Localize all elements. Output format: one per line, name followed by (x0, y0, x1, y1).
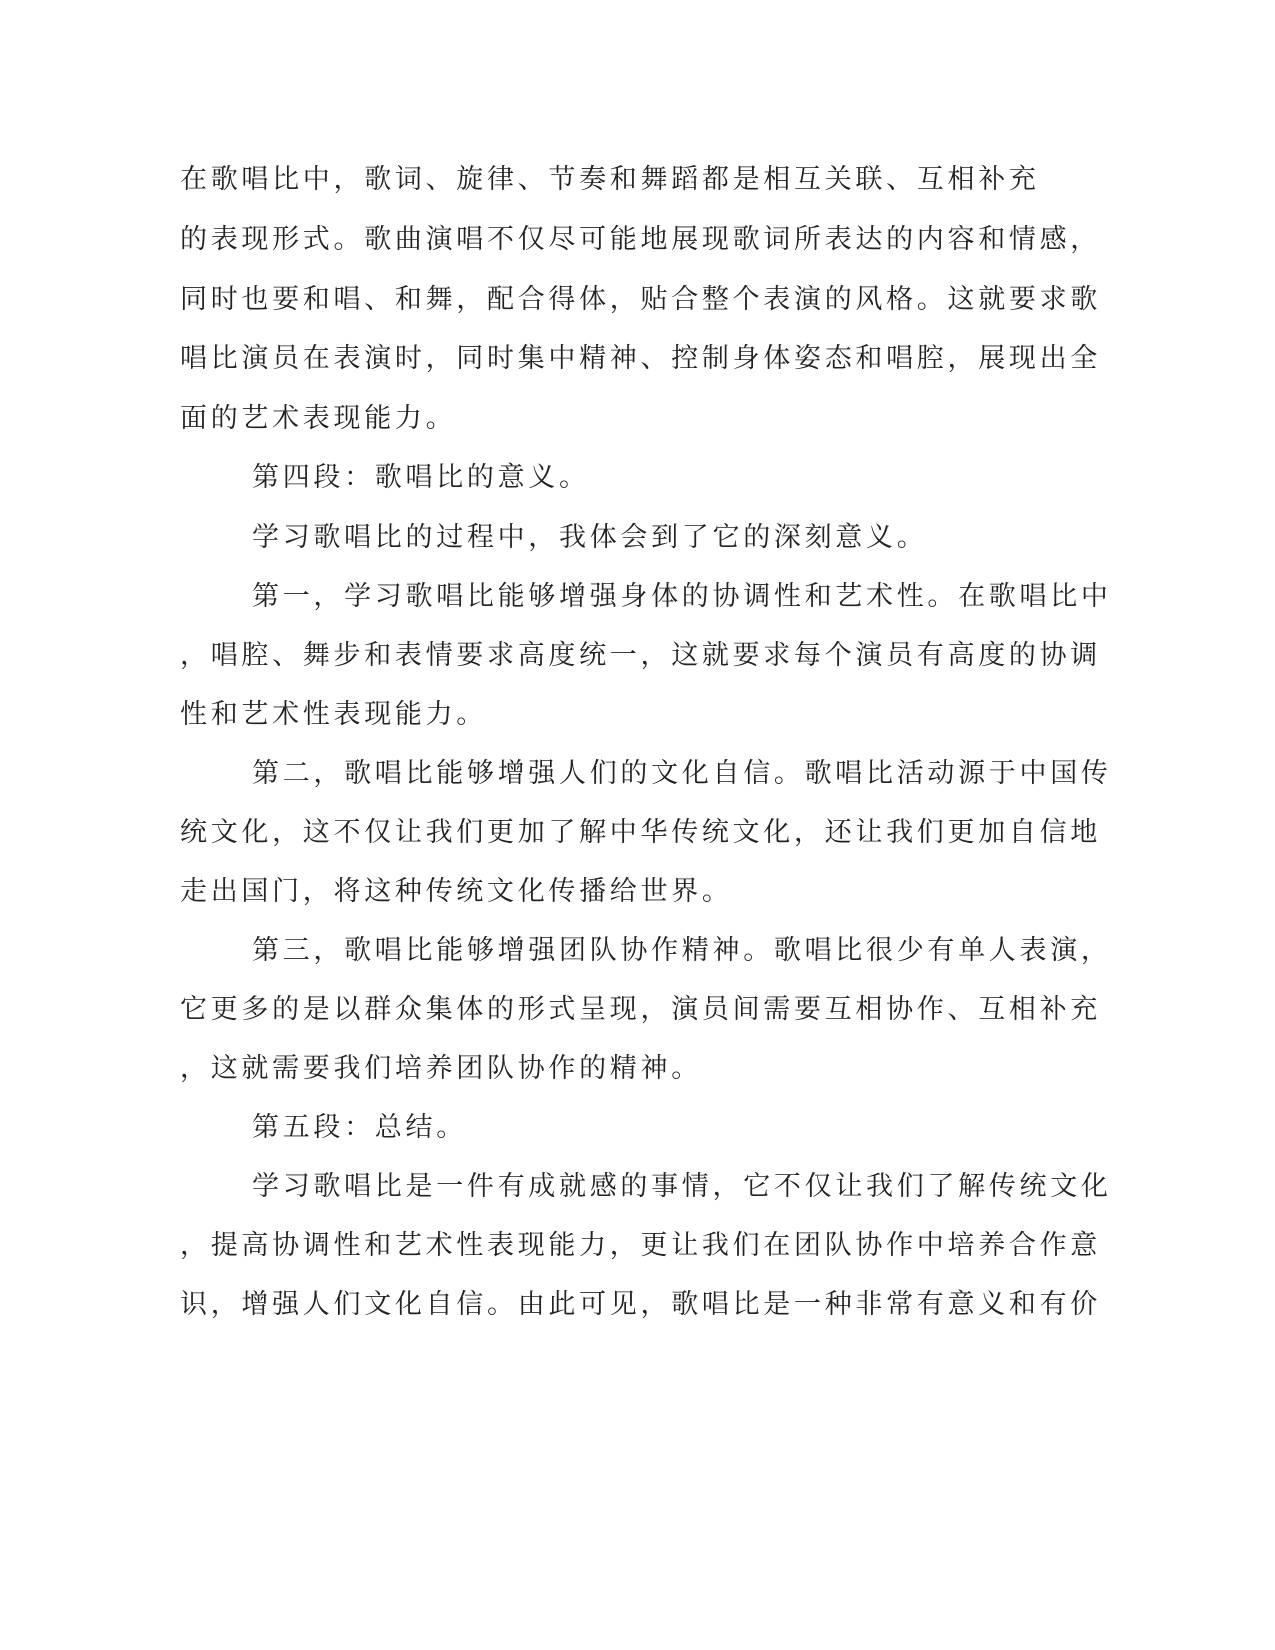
text-line: ，提高协调性和艺术性表现能力，更让我们在团队协作中培养合作意 (180, 1230, 1101, 1261)
text-line: 第三，歌唱比能够增强团队协作精神。歌唱比很少有单人表演， (252, 935, 1112, 966)
text-line: 走出国门，将这种传统文化传播给世界。 (180, 876, 733, 907)
text-line: 第二，歌唱比能够增强人们的文化自信。歌唱比活动源于中国传 (252, 758, 1112, 789)
text-line: 性和艺术性表现能力。 (180, 699, 487, 730)
text-line: 统文化，这不仅让我们更加了解中华传统文化，还让我们更加自信地 (180, 817, 1101, 848)
text-line: ，这就需要我们培养团队协作的精神。 (180, 1053, 702, 1084)
section-heading: 第四段：歌唱比的意义。 (252, 462, 590, 493)
section-heading: 第五段：总结。 (252, 1112, 467, 1143)
text-line: 在歌唱比中，歌词、旋律、节奏和舞蹈都是相互关联、互相补充 (180, 164, 1040, 195)
text-line: 识，增强人们文化自信。由此可见，歌唱比是一种非常有意义和有价 (180, 1289, 1101, 1320)
text-line: 学习歌唱比的过程中，我体会到了它的深刻意义。 (252, 522, 928, 553)
text-line: 它更多的是以群众集体的形式呈现，演员间需要互相协作、互相补充 (180, 994, 1101, 1025)
text-line: 学习歌唱比是一件有成就感的事情，它不仅让我们了解传统文化 (252, 1171, 1112, 1202)
text-line: 的表现形式。歌曲演唱不仅尽可能地展现歌词所表达的内容和情感， (180, 224, 1101, 255)
text-line: ，唱腔、舞步和表情要求高度统一，这就要求每个演员有高度的协调 (180, 640, 1101, 671)
text-line: 第一，学习歌唱比能够增强身体的协调性和艺术性。在歌唱比中 (252, 581, 1112, 612)
text-line: 面的艺术表现能力。 (180, 403, 457, 434)
text-line: 同时也要和唱、和舞，配合得体，贴合整个表演的风格。这就要求歌 (180, 284, 1101, 315)
text-line: 唱比演员在表演时，同时集中精神、控制身体姿态和唱腔，展现出全 (180, 343, 1101, 374)
